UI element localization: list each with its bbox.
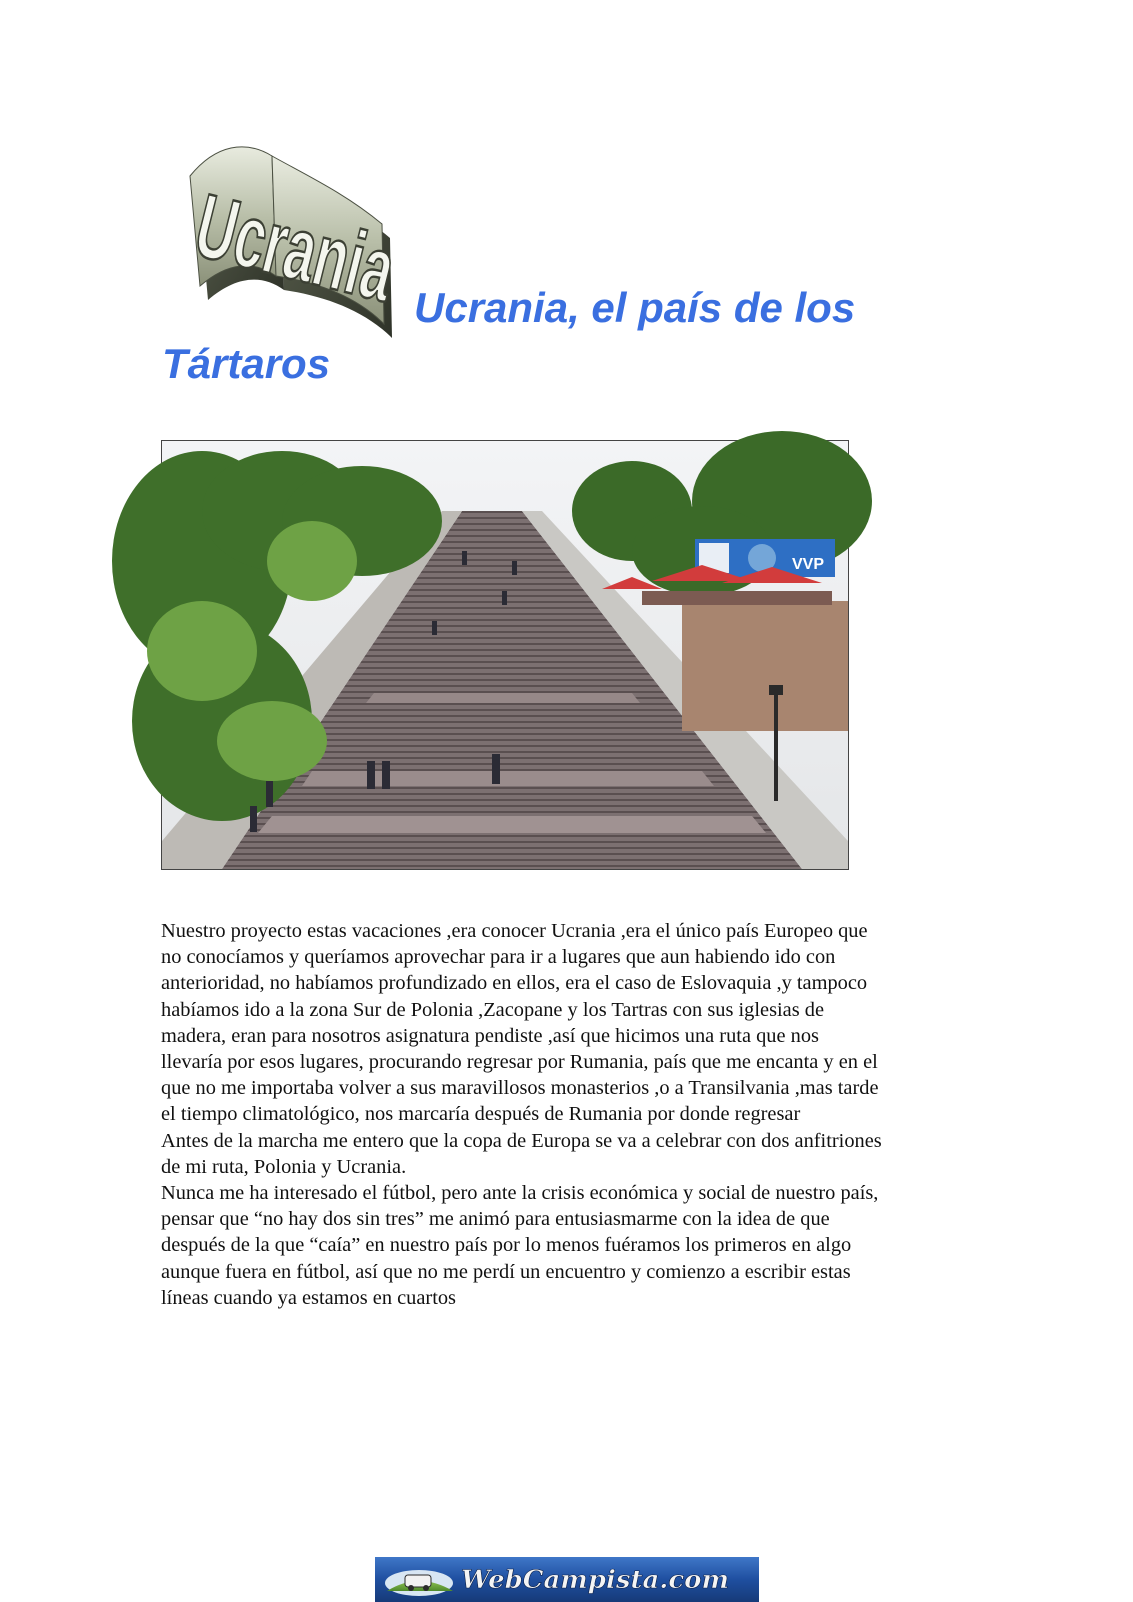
banner-brand-text: WebCampista.com [461,1565,729,1594]
body-line: que no me importaba volver a sus maravillosos monasterios ,o a Transilvania ,mas tarde [161,1077,879,1100]
page-title-text: Ucrania, el país de los Tártaros [162,284,856,387]
page-title [162,280,982,392]
wordart-text: Ucrania [186,175,467,337]
body-line: llevaría por esos lugares, procurando regresar por Rumania, país que me encanta y en el [161,1051,878,1074]
body-line: Nuestro proyecto estas vacaciones ,era conocer Ucrania ,era el único país Europeo que [161,920,868,942]
body-line: líneas cuando ya estamos en cuartos [161,1286,456,1309]
body-line: pensar que “no hay dos sin tres” me animó para entusiasmarme con la idea de que [161,1208,830,1231]
billboard-text: VVP [792,556,825,573]
body-line: madera, eran para nosotros asignatura pendiste ,así que hicimos una ruta que nos [161,1024,819,1047]
body-line: habíamos ido a la zona Sur de Polonia ,Zacopane y los Tartras con sus iglesias de [161,998,824,1021]
body-line: de mi ruta, Polonia y Ucrania. [161,1155,407,1178]
article-body [161,918,981,1311]
body-line: no conocíamos y queríamos aprovechar para ir a lugares que aun habiendo ido con [161,946,836,969]
body-line: Antes de la marcha me entero que la copa de Europa se va a celebrar con dos anfitriones [161,1129,882,1152]
body-line: el tiempo climatológico, nos marcaría después de Rumania por donde regresar [161,1103,801,1126]
staircase-photo [161,440,849,870]
body-line: Nunca me ha interesado el fútbol, pero ante la crisis económica y social de nuestro país, [161,1182,879,1205]
body-line: después de la que “caía” en nuestro país por lo menos fuéramos los primeros en algo [161,1234,852,1257]
body-line: aunque fuera en fútbol, así que no me perdí un encuentro y comienzo a escribir estas [161,1260,851,1283]
webcampista-banner[interactable] [375,1557,759,1602]
camper-logo-icon [385,1570,453,1596]
body-line: anterioridad, no habíamos profundizado en ellos, era el caso de Eslovaquia ,y tampoco [161,972,868,995]
